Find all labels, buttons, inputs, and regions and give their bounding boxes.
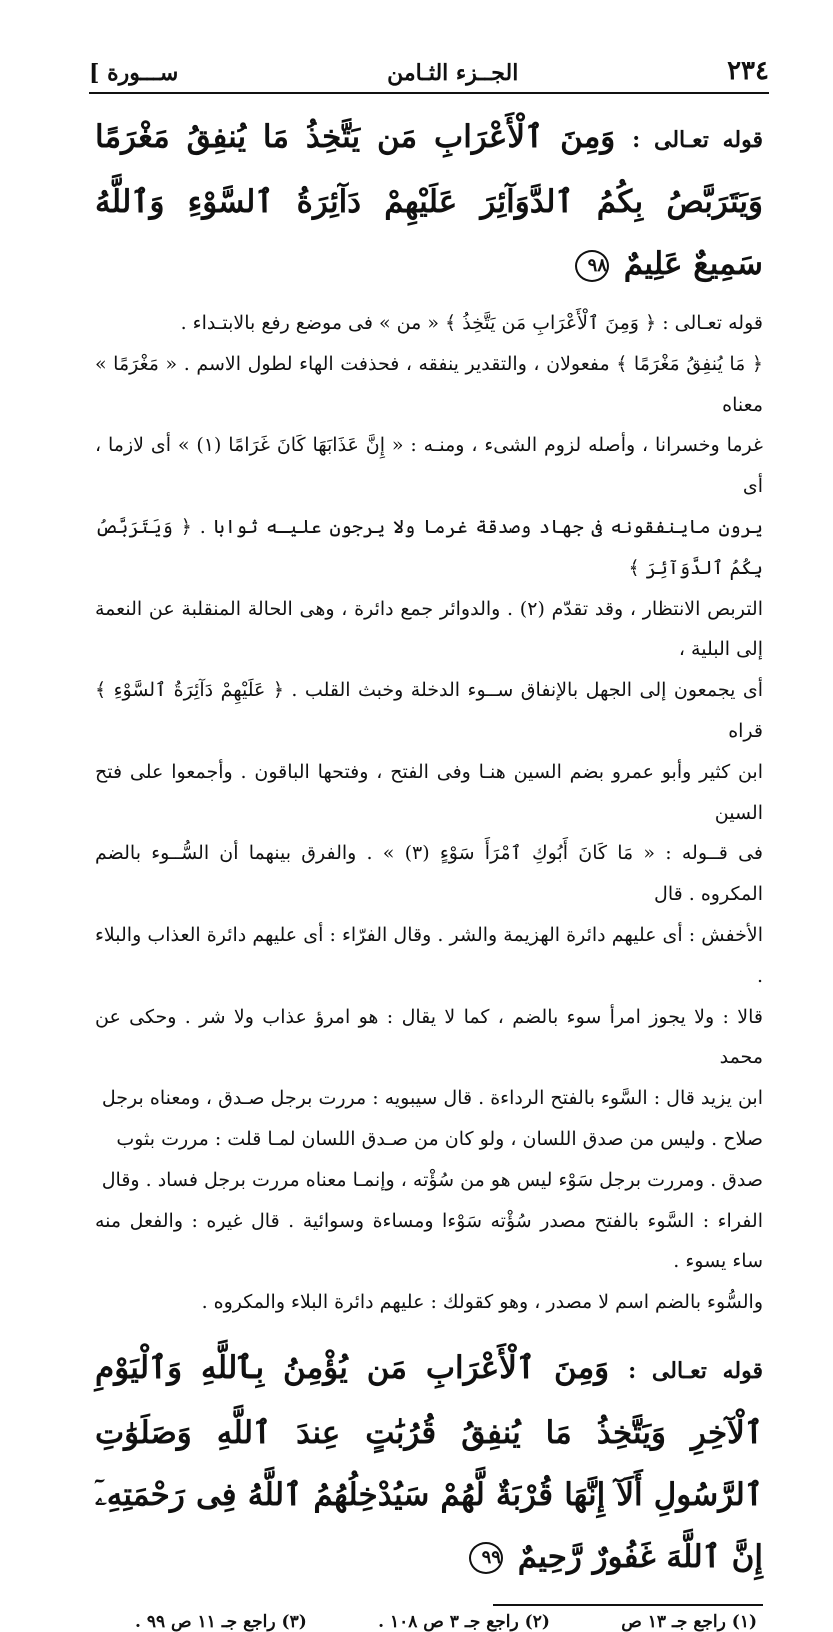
footnote-divider	[493, 1604, 763, 1606]
commentary	[95, 303, 763, 1323]
page-number: ٢٣٤	[727, 56, 769, 86]
footnote-2: (٢) راجع جـ ٣ ص ١٠٨ .	[378, 1611, 550, 1632]
commentary-line: يرون ماينفقونه فى جهاد وصدقة غرما ولا يرجون عليـه ثوابا . ﴿ وَيَتَرَبَّصُ بِكُمُ ٱلدَّوَآئِرَ ﴾	[95, 515, 763, 579]
commentary-line: قوله تعـالى : ﴿ وَمِنَ ٱلْأَعْرَابِ مَن يَتَّخِذُ ﴾ « من » فى موضع رفع بالابتـداء .	[180, 312, 763, 334]
page-header	[89, 56, 769, 94]
part-title: الجــزء الثـامن	[387, 60, 519, 86]
verse-lead: قوله تعـالى :	[632, 127, 764, 153]
surah-label: ســـورة ]	[89, 60, 179, 86]
commentary-line: التربص الانتظار ، وقد تقدّم (٢) . والدوائر جمع دائرة ، وهى الحالة المنقلبة عن النعمة إلى البلية ،	[95, 597, 763, 661]
commentary-line: قالا : ولا يجوز امرأ سوء بالضم ، كما لا يقال : هو امرؤ عذاب ولا شر . وحكى عن محمد	[95, 1005, 763, 1069]
commentary-line: صلاح . وليس من صدق اللسان ، ولو كان من صـدق اللسان لمـا قلت : مررت بثوب	[116, 1127, 763, 1150]
verse-number-marker: ٩٨	[575, 250, 609, 282]
commentary-line: ﴿ مَا يُنفِقُ مَغْرَمًا ﴾ مفعولان ، والتقدير ينفقه ، فحذفت الهاء لطول الاسم . « مَغْرَمًا » معناه	[95, 352, 763, 416]
commentary-line: الأخفش : أى عليهم دائرة الهزيمة والشر . وقال الفرّاء : أى عليهم دائرة العذاب والبلاء .	[95, 923, 763, 987]
footnote-3: (٣) راجع جـ ١١ ص ٩٩ .	[135, 1611, 307, 1632]
commentary-line: ابن كثير وأبو عمرو بضم السين هنـا وفى الفتح ، وفتحها الباقون . وأجمعوا على فتح السين	[95, 760, 763, 824]
commentary-line: والسُّوء بالضم اسم لا مصدر ، وهو كقولك : عليهم دائرة البلاء والمكروه .	[201, 1291, 763, 1314]
commentary-line: غرما وخسرانا ، وأصله لزوم الشىء ، ومنـه : « إِنَّ عَذَابَهَا كَانَ غَرَامًا (١) » أى لازما ، أى	[95, 434, 763, 498]
verse-98	[95, 106, 763, 295]
commentary-line: فى قــوله : « مَا كَانَ أَبُوكِ ٱمْرَأَ سَوْءٍ (٣) » . والفرق بينهما أن السُّــوء بالضم المكروه . قال	[95, 842, 763, 906]
footnote-1: (١) راجع جـ ١٣ ص	[621, 1611, 757, 1632]
footnotes	[95, 1612, 763, 1632]
commentary-line: أى يجمعون إلى الجهل بالإنفاق ســوء الدخلة وخبث القلب . ﴿ عَلَيْهِمْ دَآئِرَةُ ٱلسَّوْءِ ﴾ قراه	[95, 679, 763, 742]
commentary-line: صدق . ومررت برجل سَوْء ليس هو من سُؤْته ، وإنمـا معناه مررت برجل فساد . وقال	[101, 1168, 763, 1191]
commentary-line: الفراء : السَّوء بالفتح مصدر سُؤْته سَوْءا ومساءة وسوائية . قال غيره : والفعل منه ساء يسوء .	[95, 1209, 763, 1273]
verse-number-marker: ٩٩	[469, 1542, 503, 1574]
verse-text: وَمِنَ ٱلْأَعْرَابِ مَن يَتَّخِذُ مَا يُنفِقُ مَغْرَمًا وَيَتَرَبَّصُ بِكُمُ ٱلدَّوَآئِرَ عَلَيْهِمْ دَآئِرَةُ ٱلسَّوْءِ وَٱللَّهُ سَمِيعٌ عَلِيمٌ	[95, 119, 763, 282]
verse-lead: قوله تعـالى :	[628, 1357, 763, 1384]
commentary-line: ابن يزيد قال : السَّوء بالفتح الرداءة . قال سيبويه : مررت برجل صـدق ، ومعناه برجل	[101, 1087, 763, 1110]
verse-text: وَمِنَ ٱلْأَعْرَابِ مَن يُؤْمِنُ بِٱللَّهِ وَٱلْيَوْمِ ٱلْآخِرِ وَيَتَّخِذُ مَا يُنفِقُ قُرُبَٰتٍ عِندَ ٱللَّهِ وَصَلَوَٰتِ ٱلرَّسُولِ أَلَآ إِنَّهَا قُرْبَةٌ لَّهُمْ سَيُدْخِلُهُمُ ٱللَّهُ فِى رَحْمَتِهِۦٓ إِنَّ ٱللَّهَ غَفُورٌ رَّحِيمٌ	[95, 1349, 763, 1575]
verse-99	[95, 1337, 763, 1588]
